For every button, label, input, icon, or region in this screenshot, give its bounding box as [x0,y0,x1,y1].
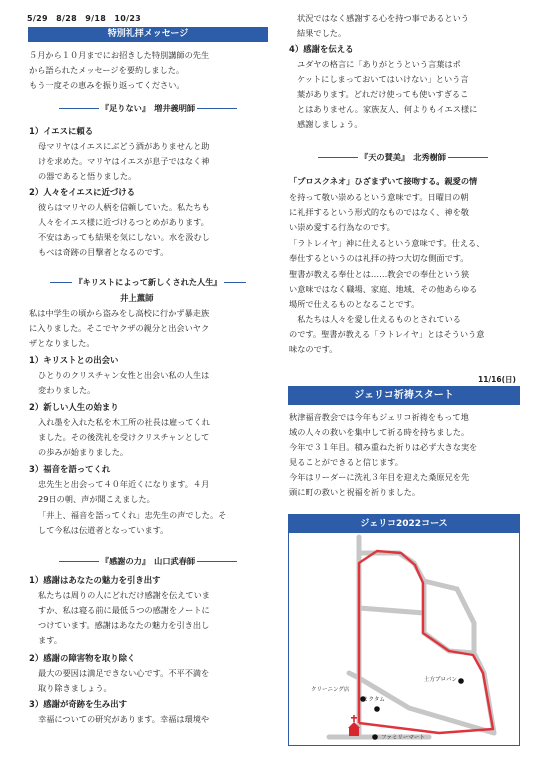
text-line: 29日の朝、声が聞こえました。 [38,494,155,504]
section-title-tarinai: 『足りない』 増井義明師 [28,103,268,114]
text-line: ザとなりました。 [29,338,95,348]
label-family-mart: ファミリーマート [381,735,425,741]
heading: 3）福音を語ってくれ [29,464,111,474]
text-line: 変わりました。 [38,385,96,395]
heading: 2）新しい人生の始まり [29,402,119,412]
text-line: 私たちは周りの人にどれだけ感謝を伝えていま [38,590,210,600]
text-line: 状況ではなく感謝する心を持つ事であるという [297,13,469,23]
text-line: 彼らはマリヤの人柄を信頼していた。私たちも [38,202,210,212]
text-line: ました。その後洗礼を受けクリスチャンとして [38,432,210,442]
label-cleaning-shop: クリーニング店 [311,687,350,693]
heading: 3）感謝が奇跡を生み出す [29,699,127,709]
special-message-banner: 特別礼拝メッセージ [28,27,268,42]
heading: 1）イエスに頼る [29,126,94,136]
jericho-date: 11/16(日) [478,375,516,384]
marker-familymart [372,734,378,740]
text-line: けを求めた。マリヤはイエスが息子ではなく神 [38,156,210,166]
text-line: とはありません。家族友人、何よりもイエス様に [297,104,478,114]
heading: 2）人々をイエスに近づける [29,187,135,197]
marker-hijikata [458,678,464,684]
text-line: 不安はあっても結果を気にしない。水を汲むし [38,232,210,242]
text-line: の歩みが始まりました。 [38,447,129,457]
text-line: つけています。感謝はあなたの魅力を引き出し [38,620,210,630]
text-line: ます。 [38,635,62,645]
label-mictam: ミクタム [363,697,385,703]
section-title-praise: 『天の賛美』 北秀樹師 [287,152,519,163]
text-line: 最大の要因は満足できない心です。不平不満を [38,668,210,678]
map-title: ジェリコ2022コース [289,515,519,533]
text-line: 人々をイエス様に近づけるつとめがあります。 [38,217,209,227]
text-line: 入れ墨を入れた私を木工所の社長は雇ってくれ [38,417,210,427]
text-line: ひとりのクリスチャン女性と出会い私の人生は [38,370,210,380]
text-line: 忠先生と出会って４０年近くになります。４月 [38,479,210,489]
heading: 2）感謝の障害物を取り除く [29,653,136,663]
section-title-gratitude: 『感謝の力』 山口武春師 [28,556,268,567]
text-line: すか、私は寝る前に最低５つの感謝をノートに [38,605,210,615]
section-title-new-life: 『キリストによって新しくされた人生』 [22,277,274,288]
text-line: 葉があります。どれだけ使っても使いすぎるこ [297,89,469,99]
text-line: 私は中学生の頃から盗みをし高校に行かず暴走族 [29,308,210,318]
marker-mictam [374,706,380,712]
text-line: 「井上、福音を語ってくれ」忠先生の声でした。そ [38,510,227,520]
text-line: もべは奇跡の目撃者となるのです。 [38,247,169,257]
text-line: 結果でした。 [297,28,347,38]
text-line: に入りました。そこでヤクザの親分と出会いヤク [29,323,210,333]
label-hijikata-propane: 土方プロパン [424,677,458,683]
speaker-name: 井上薫師 [120,293,154,303]
heading: 1）キリストとの出会い [29,355,119,365]
text-line: 幸福についての研究があります。幸福は環境や [38,714,210,724]
jericho-banner: ジェリコ祈祷スタート [288,386,520,405]
text-line: ケットにしまっておいてはいけない」という言 [297,74,469,84]
route-map-graphic [289,533,519,745]
text-line: ユダヤの格言に「ありがとうという言葉はポ [297,59,461,69]
text-line: 母マリヤはイエスにぶどう酒がありませんと助 [38,141,210,151]
meeting-dates: 5/29 8/28 9/18 10/23 [27,14,142,23]
text-line: の器であると悟りました。 [38,171,137,181]
text-line: 取り除きましょう。 [38,683,112,693]
jericho-route-map [288,514,520,746]
text-line: 感謝しましょう。 [297,119,363,129]
heading: 1）感謝はあなたの魅力を引き出す [29,575,161,585]
text-line: して今私は伝道者となっています。 [38,525,169,535]
heading: 4）感謝を伝える [289,44,354,54]
